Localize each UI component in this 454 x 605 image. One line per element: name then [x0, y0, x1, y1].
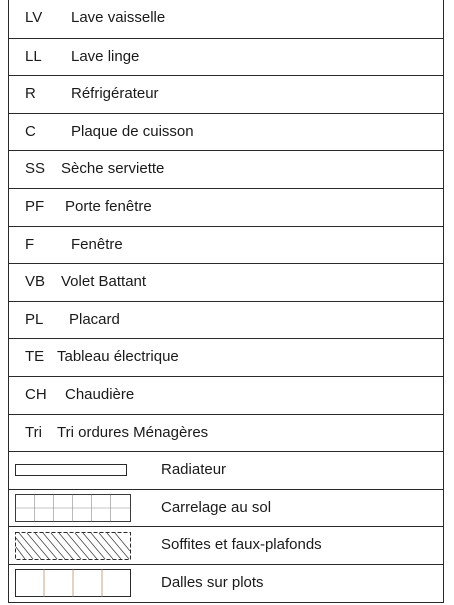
legend-symbol-row: [9, 564, 443, 602]
legend-label: Chaudière: [65, 385, 135, 403]
floor-tiles-symbol-icon: [15, 494, 131, 522]
legend-label: Plaque de cuisson: [71, 122, 194, 140]
paving-slabs-symbol-icon: [15, 569, 131, 597]
legend-code: R: [25, 85, 36, 103]
legend-label: Réfrigérateur: [71, 85, 159, 103]
legend-table: [8, 0, 444, 603]
legend-row: [9, 0, 443, 38]
legend-code: VB: [25, 273, 46, 291]
legend-code: CH: [25, 385, 47, 403]
legend-symbol-row: [9, 526, 443, 564]
legend-row: [9, 301, 443, 339]
legend-code: PL: [25, 310, 44, 328]
legend-row: [9, 226, 443, 264]
legend-row: [9, 150, 443, 188]
soffit-hatch-symbol-icon: [15, 532, 131, 560]
legend-label: Tableau électrique: [57, 348, 179, 366]
legend-label: Sèche serviette: [61, 160, 165, 178]
legend-label: Radiateur: [161, 461, 227, 479]
legend-symbol-row: [9, 489, 443, 527]
legend-row: [9, 376, 443, 414]
legend-label: Volet Battant: [61, 273, 147, 291]
legend-code: SS: [25, 160, 46, 178]
legend-row: [9, 188, 443, 226]
legend-code: TE: [25, 348, 45, 366]
legend-row: [9, 38, 443, 76]
legend-label: Carrelage au sol: [161, 498, 272, 516]
radiator-symbol-icon: [15, 463, 127, 477]
legend-label: Tri ordures Ménagères: [57, 423, 209, 441]
legend-label: Placard: [69, 310, 120, 328]
legend-label: Soffites et faux-plafonds: [161, 536, 322, 554]
legend-code: LL: [25, 47, 42, 65]
legend-row: [9, 263, 443, 301]
legend-code: C: [25, 122, 36, 140]
legend-code: F: [25, 235, 35, 253]
legend-label: Porte fenêtre: [65, 197, 152, 215]
legend-code: LV: [25, 9, 43, 26]
legend-label: Fenêtre: [71, 235, 123, 253]
legend-row: [9, 414, 443, 452]
legend-code: Tri: [25, 423, 42, 441]
legend-row: [9, 75, 443, 113]
legend-symbol-row: [9, 451, 443, 489]
legend-row: [9, 338, 443, 376]
legend-row: [9, 113, 443, 151]
legend-code: PF: [25, 197, 45, 215]
legend-label: Lave vaisselle: [71, 9, 166, 26]
legend-label: Lave linge: [71, 47, 140, 65]
legend-label: Dalles sur plots: [161, 573, 264, 591]
